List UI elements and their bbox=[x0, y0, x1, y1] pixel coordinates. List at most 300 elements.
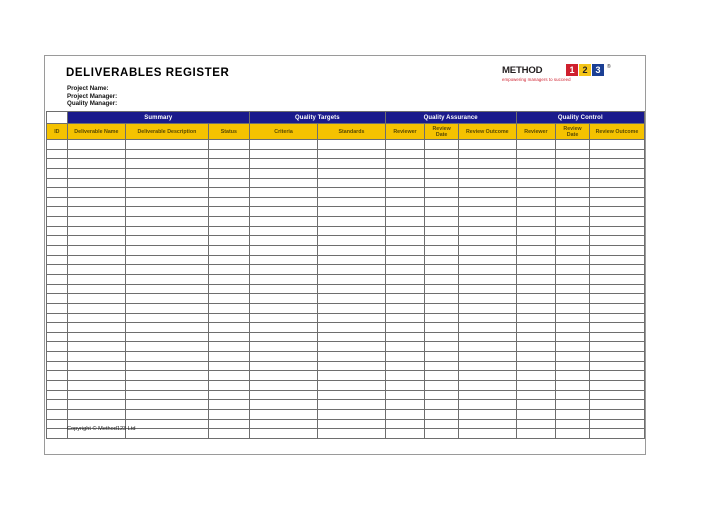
cell[interactable] bbox=[249, 274, 317, 284]
cell[interactable] bbox=[67, 342, 125, 352]
cell[interactable] bbox=[47, 419, 68, 429]
cell[interactable] bbox=[516, 429, 556, 439]
cell[interactable] bbox=[458, 381, 516, 391]
cell[interactable] bbox=[385, 265, 425, 275]
cell[interactable] bbox=[589, 400, 644, 410]
cell[interactable] bbox=[425, 400, 459, 410]
cell[interactable] bbox=[126, 352, 209, 362]
cell[interactable] bbox=[516, 140, 556, 150]
table-row[interactable] bbox=[47, 342, 645, 352]
cell[interactable] bbox=[425, 246, 459, 256]
cell[interactable] bbox=[425, 390, 459, 400]
cell[interactable] bbox=[318, 284, 386, 294]
cell[interactable] bbox=[589, 313, 644, 323]
cell[interactable] bbox=[208, 140, 249, 150]
cell[interactable] bbox=[249, 361, 317, 371]
cell[interactable] bbox=[556, 178, 590, 188]
cell[interactable] bbox=[556, 381, 590, 391]
cell[interactable] bbox=[318, 226, 386, 236]
cell[interactable] bbox=[249, 236, 317, 246]
cell[interactable] bbox=[208, 342, 249, 352]
cell[interactable] bbox=[67, 207, 125, 217]
cell[interactable] bbox=[47, 429, 68, 439]
cell[interactable] bbox=[556, 149, 590, 159]
cell[interactable] bbox=[249, 255, 317, 265]
cell[interactable] bbox=[249, 149, 317, 159]
cell[interactable] bbox=[318, 255, 386, 265]
cell[interactable] bbox=[385, 159, 425, 169]
cell[interactable] bbox=[589, 352, 644, 362]
cell[interactable] bbox=[589, 284, 644, 294]
cell[interactable] bbox=[556, 419, 590, 429]
cell[interactable] bbox=[458, 274, 516, 284]
cell[interactable] bbox=[208, 381, 249, 391]
cell[interactable] bbox=[589, 178, 644, 188]
cell[interactable] bbox=[208, 400, 249, 410]
cell[interactable] bbox=[385, 352, 425, 362]
cell[interactable] bbox=[208, 409, 249, 419]
cell[interactable] bbox=[47, 226, 68, 236]
cell[interactable] bbox=[249, 226, 317, 236]
cell[interactable] bbox=[249, 429, 317, 439]
cell[interactable] bbox=[385, 226, 425, 236]
cell[interactable] bbox=[458, 188, 516, 198]
cell[interactable] bbox=[126, 178, 209, 188]
cell[interactable] bbox=[425, 429, 459, 439]
cell[interactable] bbox=[318, 390, 386, 400]
cell[interactable] bbox=[385, 390, 425, 400]
cell[interactable] bbox=[67, 409, 125, 419]
cell[interactable] bbox=[249, 178, 317, 188]
cell[interactable] bbox=[318, 323, 386, 333]
cell[interactable] bbox=[249, 419, 317, 429]
cell[interactable] bbox=[385, 217, 425, 227]
cell[interactable] bbox=[385, 409, 425, 419]
cell[interactable] bbox=[318, 149, 386, 159]
cell[interactable] bbox=[67, 400, 125, 410]
cell[interactable] bbox=[249, 323, 317, 333]
cell[interactable] bbox=[425, 313, 459, 323]
cell[interactable] bbox=[556, 188, 590, 198]
cell[interactable] bbox=[385, 371, 425, 381]
cell[interactable] bbox=[318, 429, 386, 439]
cell[interactable] bbox=[516, 274, 556, 284]
cell[interactable] bbox=[126, 246, 209, 256]
cell[interactable] bbox=[516, 168, 556, 178]
table-row[interactable] bbox=[47, 400, 645, 410]
cell[interactable] bbox=[318, 178, 386, 188]
table-row[interactable] bbox=[47, 274, 645, 284]
cell[interactable] bbox=[67, 140, 125, 150]
cell[interactable] bbox=[589, 323, 644, 333]
cell[interactable] bbox=[589, 419, 644, 429]
cell[interactable] bbox=[126, 390, 209, 400]
cell[interactable] bbox=[126, 303, 209, 313]
cell[interactable] bbox=[318, 168, 386, 178]
cell[interactable] bbox=[385, 236, 425, 246]
cell[interactable] bbox=[458, 294, 516, 304]
cell[interactable] bbox=[589, 371, 644, 381]
cell[interactable] bbox=[47, 371, 68, 381]
cell[interactable] bbox=[67, 226, 125, 236]
table-row[interactable] bbox=[47, 217, 645, 227]
table-row[interactable] bbox=[47, 255, 645, 265]
cell[interactable] bbox=[126, 168, 209, 178]
cell[interactable] bbox=[458, 332, 516, 342]
cell[interactable] bbox=[249, 197, 317, 207]
cell[interactable] bbox=[67, 159, 125, 169]
cell[interactable] bbox=[385, 323, 425, 333]
cell[interactable] bbox=[47, 332, 68, 342]
cell[interactable] bbox=[385, 381, 425, 391]
cell[interactable] bbox=[208, 429, 249, 439]
cell[interactable] bbox=[126, 255, 209, 265]
cell[interactable] bbox=[249, 140, 317, 150]
cell[interactable] bbox=[556, 352, 590, 362]
cell[interactable] bbox=[516, 217, 556, 227]
cell[interactable] bbox=[556, 284, 590, 294]
cell[interactable] bbox=[556, 265, 590, 275]
cell[interactable] bbox=[516, 342, 556, 352]
cell[interactable] bbox=[208, 265, 249, 275]
cell[interactable] bbox=[47, 149, 68, 159]
cell[interactable] bbox=[385, 246, 425, 256]
cell[interactable] bbox=[67, 217, 125, 227]
cell[interactable] bbox=[249, 168, 317, 178]
cell[interactable] bbox=[589, 390, 644, 400]
cell[interactable] bbox=[249, 246, 317, 256]
cell[interactable] bbox=[425, 149, 459, 159]
cell[interactable] bbox=[589, 236, 644, 246]
cell[interactable] bbox=[126, 197, 209, 207]
cell[interactable] bbox=[589, 168, 644, 178]
cell[interactable] bbox=[458, 168, 516, 178]
cell[interactable] bbox=[208, 168, 249, 178]
table-row[interactable] bbox=[47, 303, 645, 313]
cell[interactable] bbox=[425, 342, 459, 352]
cell[interactable] bbox=[318, 159, 386, 169]
cell[interactable] bbox=[589, 361, 644, 371]
cell[interactable] bbox=[458, 400, 516, 410]
cell[interactable] bbox=[425, 352, 459, 362]
cell[interactable] bbox=[126, 429, 209, 439]
cell[interactable] bbox=[126, 294, 209, 304]
cell[interactable] bbox=[425, 371, 459, 381]
table-row[interactable] bbox=[47, 371, 645, 381]
cell[interactable] bbox=[516, 294, 556, 304]
cell[interactable] bbox=[126, 371, 209, 381]
cell[interactable] bbox=[516, 207, 556, 217]
cell[interactable] bbox=[318, 361, 386, 371]
cell[interactable] bbox=[589, 217, 644, 227]
cell[interactable] bbox=[516, 313, 556, 323]
cell[interactable] bbox=[67, 274, 125, 284]
cell[interactable] bbox=[67, 246, 125, 256]
cell[interactable] bbox=[556, 429, 590, 439]
cell[interactable] bbox=[47, 361, 68, 371]
table-row[interactable] bbox=[47, 332, 645, 342]
cell[interactable] bbox=[67, 188, 125, 198]
cell[interactable] bbox=[249, 371, 317, 381]
table-row[interactable] bbox=[47, 236, 645, 246]
cell[interactable] bbox=[249, 207, 317, 217]
cell[interactable] bbox=[249, 409, 317, 419]
cell[interactable] bbox=[208, 188, 249, 198]
cell[interactable] bbox=[385, 188, 425, 198]
cell[interactable] bbox=[516, 159, 556, 169]
cell[interactable] bbox=[589, 188, 644, 198]
cell[interactable] bbox=[589, 342, 644, 352]
cell[interactable] bbox=[425, 197, 459, 207]
cell[interactable] bbox=[385, 313, 425, 323]
table-row[interactable] bbox=[47, 168, 645, 178]
cell[interactable] bbox=[126, 332, 209, 342]
cell[interactable] bbox=[47, 159, 68, 169]
cell[interactable] bbox=[47, 390, 68, 400]
cell[interactable] bbox=[516, 265, 556, 275]
cell[interactable] bbox=[458, 197, 516, 207]
cell[interactable] bbox=[67, 303, 125, 313]
cell[interactable] bbox=[556, 409, 590, 419]
cell[interactable] bbox=[425, 409, 459, 419]
cell[interactable] bbox=[425, 207, 459, 217]
cell[interactable] bbox=[318, 188, 386, 198]
cell[interactable] bbox=[126, 207, 209, 217]
cell[interactable] bbox=[126, 409, 209, 419]
cell[interactable] bbox=[318, 352, 386, 362]
cell[interactable] bbox=[425, 323, 459, 333]
cell[interactable] bbox=[385, 400, 425, 410]
cell[interactable] bbox=[318, 419, 386, 429]
cell[interactable] bbox=[67, 265, 125, 275]
cell[interactable] bbox=[425, 140, 459, 150]
cell[interactable] bbox=[516, 188, 556, 198]
cell[interactable] bbox=[458, 217, 516, 227]
cell[interactable] bbox=[556, 159, 590, 169]
cell[interactable] bbox=[385, 332, 425, 342]
cell[interactable] bbox=[318, 246, 386, 256]
cell[interactable] bbox=[516, 371, 556, 381]
cell[interactable] bbox=[589, 140, 644, 150]
cell[interactable] bbox=[47, 352, 68, 362]
cell[interactable] bbox=[47, 265, 68, 275]
cell[interactable] bbox=[589, 381, 644, 391]
cell[interactable] bbox=[126, 265, 209, 275]
cell[interactable] bbox=[516, 246, 556, 256]
cell[interactable] bbox=[516, 323, 556, 333]
cell[interactable] bbox=[556, 313, 590, 323]
cell[interactable] bbox=[589, 294, 644, 304]
cell[interactable] bbox=[47, 178, 68, 188]
table-row[interactable] bbox=[47, 265, 645, 275]
cell[interactable] bbox=[126, 236, 209, 246]
cell[interactable] bbox=[385, 255, 425, 265]
cell[interactable] bbox=[47, 400, 68, 410]
cell[interactable] bbox=[126, 313, 209, 323]
cell[interactable] bbox=[516, 400, 556, 410]
cell[interactable] bbox=[318, 265, 386, 275]
cell[interactable] bbox=[385, 361, 425, 371]
cell[interactable] bbox=[589, 159, 644, 169]
cell[interactable] bbox=[556, 303, 590, 313]
cell[interactable] bbox=[47, 284, 68, 294]
cell[interactable] bbox=[67, 255, 125, 265]
cell[interactable] bbox=[516, 178, 556, 188]
cell[interactable] bbox=[318, 217, 386, 227]
cell[interactable] bbox=[385, 284, 425, 294]
cell[interactable] bbox=[47, 255, 68, 265]
cell[interactable] bbox=[458, 265, 516, 275]
cell[interactable] bbox=[556, 246, 590, 256]
cell[interactable] bbox=[67, 236, 125, 246]
cell[interactable] bbox=[208, 332, 249, 342]
cell[interactable] bbox=[458, 313, 516, 323]
cell[interactable] bbox=[556, 236, 590, 246]
cell[interactable] bbox=[318, 303, 386, 313]
cell[interactable] bbox=[318, 140, 386, 150]
cell[interactable] bbox=[556, 140, 590, 150]
cell[interactable] bbox=[385, 419, 425, 429]
cell[interactable] bbox=[67, 371, 125, 381]
cell[interactable] bbox=[589, 429, 644, 439]
cell[interactable] bbox=[556, 371, 590, 381]
cell[interactable] bbox=[47, 197, 68, 207]
cell[interactable] bbox=[318, 313, 386, 323]
cell[interactable] bbox=[425, 381, 459, 391]
cell[interactable] bbox=[516, 284, 556, 294]
cell[interactable] bbox=[458, 303, 516, 313]
cell[interactable] bbox=[589, 332, 644, 342]
cell[interactable] bbox=[318, 342, 386, 352]
cell[interactable] bbox=[208, 207, 249, 217]
table-row[interactable] bbox=[47, 246, 645, 256]
cell[interactable] bbox=[318, 207, 386, 217]
cell[interactable] bbox=[425, 332, 459, 342]
table-row[interactable] bbox=[47, 178, 645, 188]
cell[interactable] bbox=[458, 255, 516, 265]
cell[interactable] bbox=[208, 419, 249, 429]
cell[interactable] bbox=[208, 361, 249, 371]
cell[interactable] bbox=[249, 390, 317, 400]
cell[interactable] bbox=[516, 361, 556, 371]
table-row[interactable] bbox=[47, 159, 645, 169]
cell[interactable] bbox=[208, 246, 249, 256]
table-row[interactable] bbox=[47, 197, 645, 207]
cell[interactable] bbox=[67, 149, 125, 159]
cell[interactable] bbox=[47, 303, 68, 313]
cell[interactable] bbox=[126, 188, 209, 198]
cell[interactable] bbox=[67, 197, 125, 207]
cell[interactable] bbox=[458, 352, 516, 362]
cell[interactable] bbox=[556, 197, 590, 207]
cell[interactable] bbox=[556, 400, 590, 410]
cell[interactable] bbox=[249, 342, 317, 352]
cell[interactable] bbox=[458, 246, 516, 256]
cell[interactable] bbox=[318, 236, 386, 246]
cell[interactable] bbox=[385, 178, 425, 188]
cell[interactable] bbox=[318, 197, 386, 207]
cell[interactable] bbox=[425, 361, 459, 371]
cell[interactable] bbox=[126, 149, 209, 159]
cell[interactable] bbox=[249, 159, 317, 169]
cell[interactable] bbox=[47, 313, 68, 323]
cell[interactable] bbox=[318, 332, 386, 342]
cell[interactable] bbox=[458, 207, 516, 217]
cell[interactable] bbox=[556, 342, 590, 352]
cell[interactable] bbox=[126, 284, 209, 294]
cell[interactable] bbox=[458, 371, 516, 381]
cell[interactable] bbox=[47, 140, 68, 150]
cell[interactable] bbox=[556, 332, 590, 342]
cell[interactable] bbox=[208, 371, 249, 381]
cell[interactable] bbox=[385, 140, 425, 150]
cell[interactable] bbox=[516, 409, 556, 419]
cell[interactable] bbox=[208, 197, 249, 207]
cell[interactable] bbox=[425, 419, 459, 429]
cell[interactable] bbox=[318, 294, 386, 304]
cell[interactable] bbox=[458, 409, 516, 419]
cell[interactable] bbox=[318, 409, 386, 419]
cell[interactable] bbox=[589, 226, 644, 236]
cell[interactable] bbox=[556, 217, 590, 227]
cell[interactable] bbox=[516, 149, 556, 159]
cell[interactable] bbox=[385, 197, 425, 207]
cell[interactable] bbox=[208, 284, 249, 294]
cell[interactable] bbox=[516, 419, 556, 429]
cell[interactable] bbox=[126, 323, 209, 333]
cell[interactable] bbox=[249, 284, 317, 294]
table-row[interactable] bbox=[47, 313, 645, 323]
cell[interactable] bbox=[208, 255, 249, 265]
cell[interactable] bbox=[458, 361, 516, 371]
cell[interactable] bbox=[589, 274, 644, 284]
cell[interactable] bbox=[556, 390, 590, 400]
cell[interactable] bbox=[425, 159, 459, 169]
cell[interactable] bbox=[425, 226, 459, 236]
cell[interactable] bbox=[249, 294, 317, 304]
table-row[interactable] bbox=[47, 419, 645, 429]
cell[interactable] bbox=[589, 409, 644, 419]
cell[interactable] bbox=[47, 381, 68, 391]
cell[interactable] bbox=[458, 342, 516, 352]
cell[interactable] bbox=[516, 303, 556, 313]
cell[interactable] bbox=[47, 188, 68, 198]
cell[interactable] bbox=[589, 255, 644, 265]
cell[interactable] bbox=[425, 178, 459, 188]
cell[interactable] bbox=[516, 236, 556, 246]
cell[interactable] bbox=[67, 381, 125, 391]
table-row[interactable] bbox=[47, 188, 645, 198]
cell[interactable] bbox=[67, 361, 125, 371]
cell[interactable] bbox=[208, 323, 249, 333]
cell[interactable] bbox=[47, 168, 68, 178]
cell[interactable] bbox=[425, 188, 459, 198]
cell[interactable] bbox=[556, 207, 590, 217]
cell[interactable] bbox=[425, 284, 459, 294]
cell[interactable] bbox=[516, 255, 556, 265]
cell[interactable] bbox=[458, 284, 516, 294]
cell[interactable] bbox=[385, 168, 425, 178]
table-row[interactable] bbox=[47, 284, 645, 294]
cell[interactable] bbox=[385, 342, 425, 352]
cell[interactable] bbox=[516, 197, 556, 207]
cell[interactable] bbox=[67, 313, 125, 323]
cell[interactable] bbox=[126, 400, 209, 410]
cell[interactable] bbox=[249, 313, 317, 323]
cell[interactable] bbox=[47, 274, 68, 284]
cell[interactable] bbox=[208, 274, 249, 284]
cell[interactable] bbox=[556, 274, 590, 284]
